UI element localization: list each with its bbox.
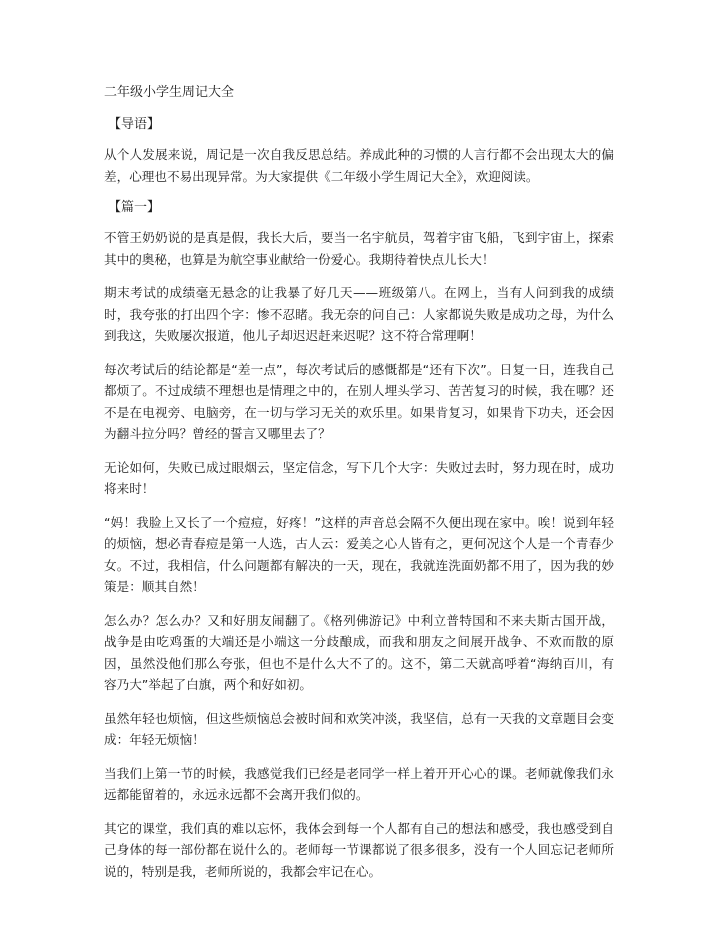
document-page [104, 84, 614, 894]
section-heading: 【篇一】 [108, 200, 161, 215]
body-paragraph-7: 虽然年轻也烦恼，但这些烦恼总会被时间和欢笑冲淡，我坚信，总有一天我的文章题目会变成：年轻无烦恼！ [104, 710, 614, 747]
intro-heading: 【导语】 [108, 117, 161, 132]
document-title: 二年级小学生周记大全 [104, 85, 235, 100]
intro-paragraph: 从个人发展来说，周记是一次自我反思总结。养成此种的习惯的人言行都不会出现太大的偏差，心理也不易出现异常。为大家提供《二年级小学生周记大全》，欢迎阅读。 [104, 147, 614, 184]
body-paragraph-3: 每次考试后的结论都是“差一点”，每次考试后的感慨都是“还有下次”。日复一日，连我自己都烦了。不过成绩不理想也是情理之中的，在别人埋头学习、苦苦复习的时候，我在哪？还不是在电视旁、电脑旁，在一切与学习无关的欢乐里。如果肯复习，如果肯下功夫，还会因为翻斗拉分吗？曾经的誓言又哪里去了？ [104, 361, 614, 441]
body-paragraph-8: 当我们上第一节的时候，我感觉我们已经是老同学一样上着开开心心的课。老师就像我们永远都能留着的，永远永远都不会离开我们似的。 [104, 765, 614, 802]
body-paragraph-2: 期末考试的成绩毫无悬念的让我暴了好几天——班级第八。在网上，当有人问到我的成绩时，我夸张的打出四个字：惨不忍睹。我无奈的问自己：人家都说失败是成功之母，为什么到我这，失败屡次报道，他儿子却迟迟赶来迟呢？这不符合常理啊！ [104, 285, 614, 343]
body-paragraph-9: 其它的课堂，我们真的难以忘怀，我体会到每一个人都有自己的想法和感受，我也感受到自己身体的每一部份都在说什么的。老师每一节课都说了很多很多，没有一个人回忘记老师所说的，特别是我，老师所说的，我都会牢记在心。 [104, 820, 614, 879]
body-paragraph-6: 怎么办？怎么办？又和好朋友闹翻了。《格列佛游记》中利立普特国和不来夫斯古国开战，战争是由吃鸡蛋的大端还是小端这一分歧酿成，而我和朋友之间展开战争、不欢而散的原因，虽然没他们那么夸张，但也不是什么大不了的。这不，第二天就高呼着“海纳百川，有容乃大”举起了白旗，两个和好如初。 [104, 612, 614, 692]
body-paragraph-1: 不管王奶奶说的是真是假，我长大后，要当一名宇航员，驾着宇宙飞船，飞到宇宙上，探索其中的奥秘，也算是为航空事业献给一份爱心。我期待着快点儿长大！ [104, 230, 614, 267]
body-paragraph-4: 无论如何，失败已成过眼烟云，坚定信念，写下几个大字：失败过去时，努力现在时，成功将来时！ [104, 459, 614, 496]
body-paragraph-5: “妈！我脸上又长了一个痘痘，好疼！”这样的声音总会隔不久便出现在家中。唉！说到年轻的烦恼，想必青春痘是第一人选，古人云：爱美之心人皆有之，更何况这个人是一个青春少女。不过，我相信，什么问题都有解决的一天，现在，我就连洗面奶都不用了，因为我的妙策是：顺其自然！ [104, 514, 614, 594]
